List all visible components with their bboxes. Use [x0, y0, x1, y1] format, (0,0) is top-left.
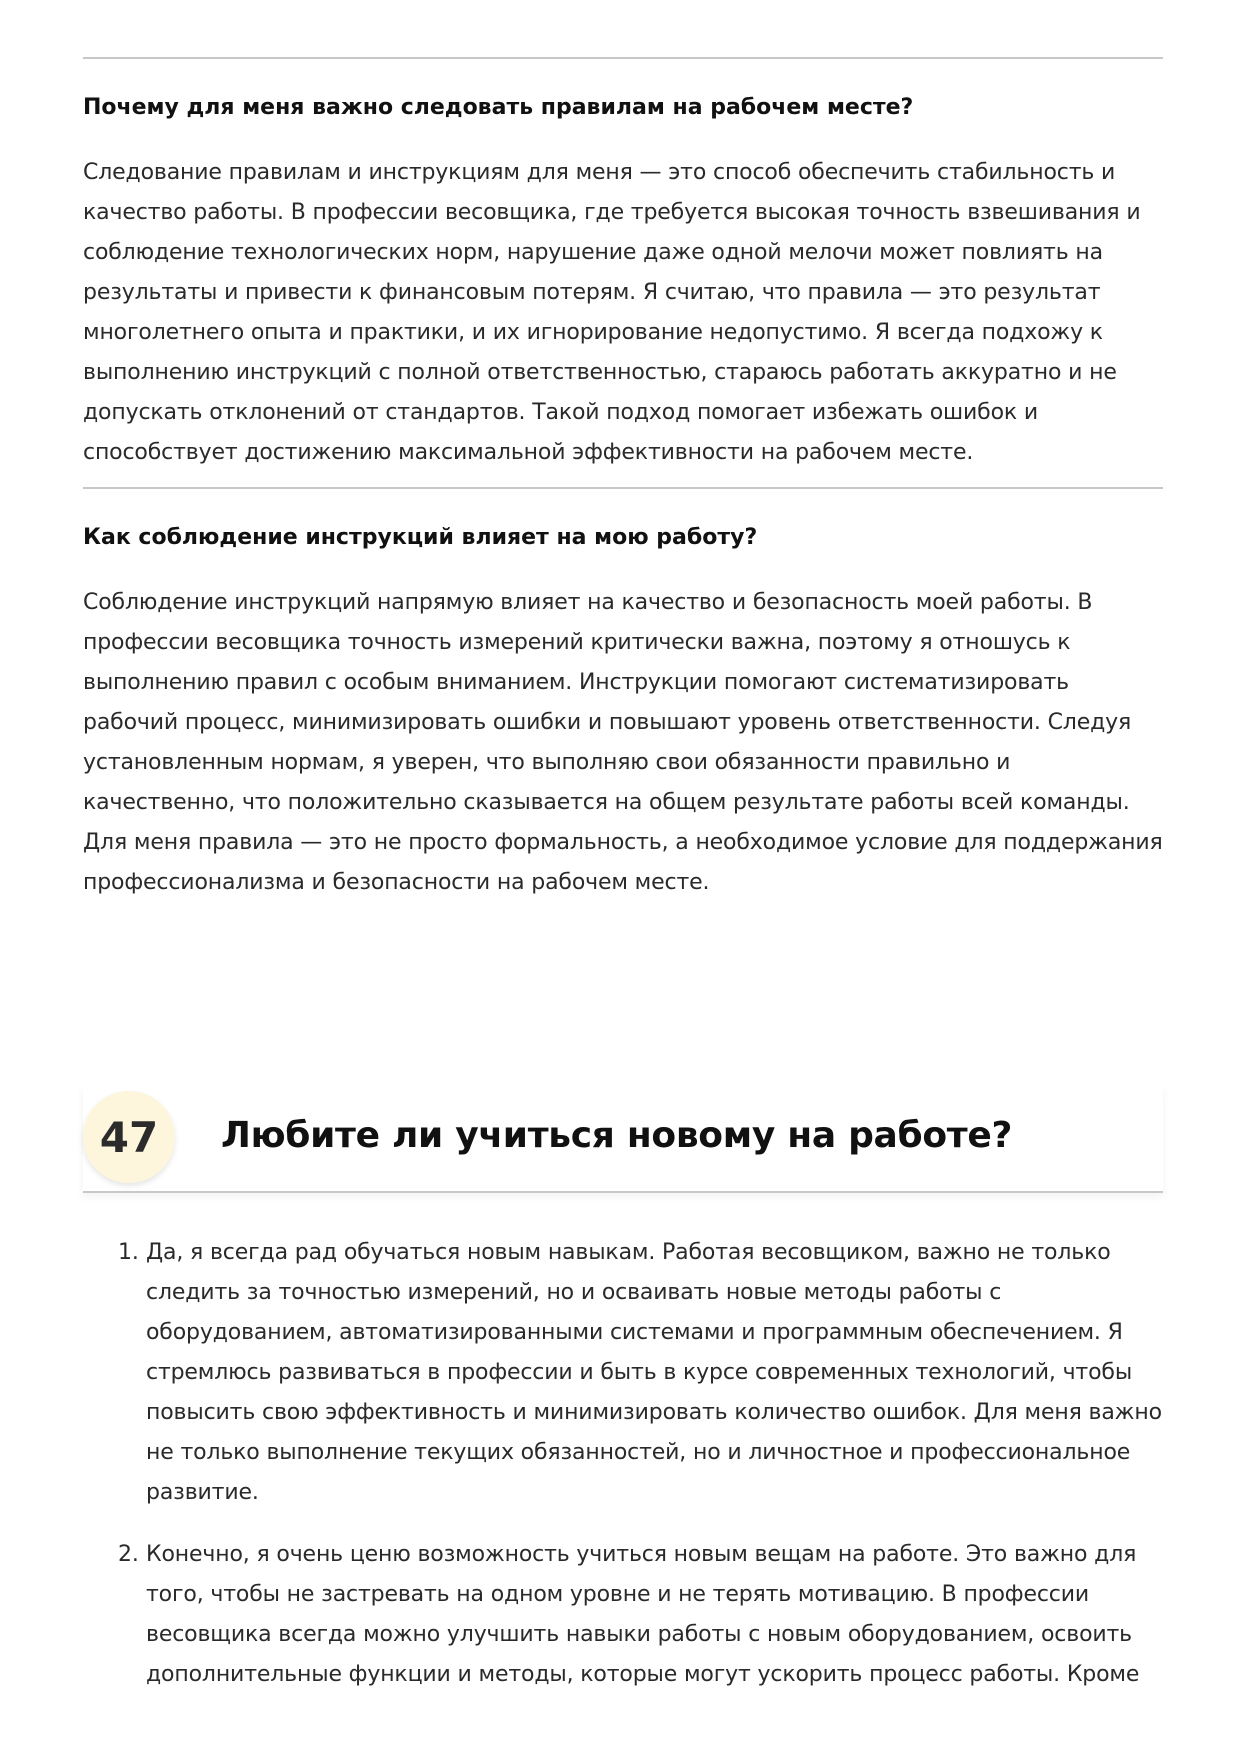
- list-item-marker: 2.: [118, 1542, 139, 1567]
- question-number-badge: 47: [83, 1091, 175, 1183]
- answer-list: [83, 1233, 1163, 1717]
- document-page: [83, 0, 1163, 1687]
- question-header: [83, 1085, 1163, 1195]
- list-item-text: Конечно, я очень ценю возможность учиться новым вещам на работе. Это важно для того, чтобы не застревать на одном уровне и не терять мотивацию. В профессии весовщика всегда можно улучшить навыки работы с новым оборудованием, освоить дополнительные функции и методы, которые могут ускорить процесс работы. Кроме: [146, 1542, 1140, 1687]
- divider: [83, 1191, 1163, 1193]
- list-item-marker: 1.: [118, 1240, 139, 1265]
- list-item: [83, 1233, 1163, 1513]
- qa-body: Соблюдение инструкций напрямую влияет на качество и безопасность моей работы. В профессии весовщика точность измерений критически важна, поэтому я отношусь к выполнению правил с особым вниманием. Инструкции помогают систематизировать рабочий процесс, минимизировать ошибки и повышают уровень ответственности. Следуя установленным нормам, я уверен, что выполняю свои обязанности правильно и качественно, что положительно сказывается на общем результате работы всей команды. Для меня правила — это не просто формальность, а необходимое условие для поддержания профессионализма и безопасности на рабочем месте.: [83, 590, 1163, 895]
- qa-heading: Почему для меня важно следовать правилам на рабочем месте?: [83, 95, 914, 120]
- divider: [83, 57, 1163, 59]
- qa-block: [83, 523, 1163, 903]
- list-item: [83, 1535, 1163, 1695]
- qa-heading: Как соблюдение инструкций влияет на мою работу?: [83, 525, 758, 550]
- list-item-text: Да, я всегда рад обучаться новым навыкам. Работая весовщиком, важно не только следить за точностью измерений, но и осваивать новые методы работы с оборудованием, автоматизированными системами и программным обеспечением. Я стремлюсь развиваться в профессии и быть в курсе современных технологий, чтобы повысить свою эффективность и минимизировать количество ошибок. Для меня важно не только выполнение текущих обязанностей, но и личностное и профессиональное развитие.: [146, 1240, 1162, 1505]
- question-title: Любите ли учиться новому на работе?: [221, 1115, 1013, 1156]
- divider: [83, 487, 1163, 489]
- qa-body: Следование правилам и инструкциям для меня — это способ обеспечить стабильность и качество работы. В профессии весовщика, где требуется высокая точность взвешивания и соблюдение технологических норм, нарушение даже одной мелочи может повлиять на результаты и привести к финансовым потерям. Я считаю, что правила — это результат многолетнего опыта и практики, и их игнорирование недопустимо. Я всегда подхожу к выполнению инструкций с полной ответственностью, стараюсь работать аккуратно и не допускать отклонений от стандартов. Такой подход помогает избежать ошибок и способствует достижению максимальной эффективности на рабочем месте.: [83, 160, 1141, 465]
- qa-block: [83, 93, 1163, 473]
